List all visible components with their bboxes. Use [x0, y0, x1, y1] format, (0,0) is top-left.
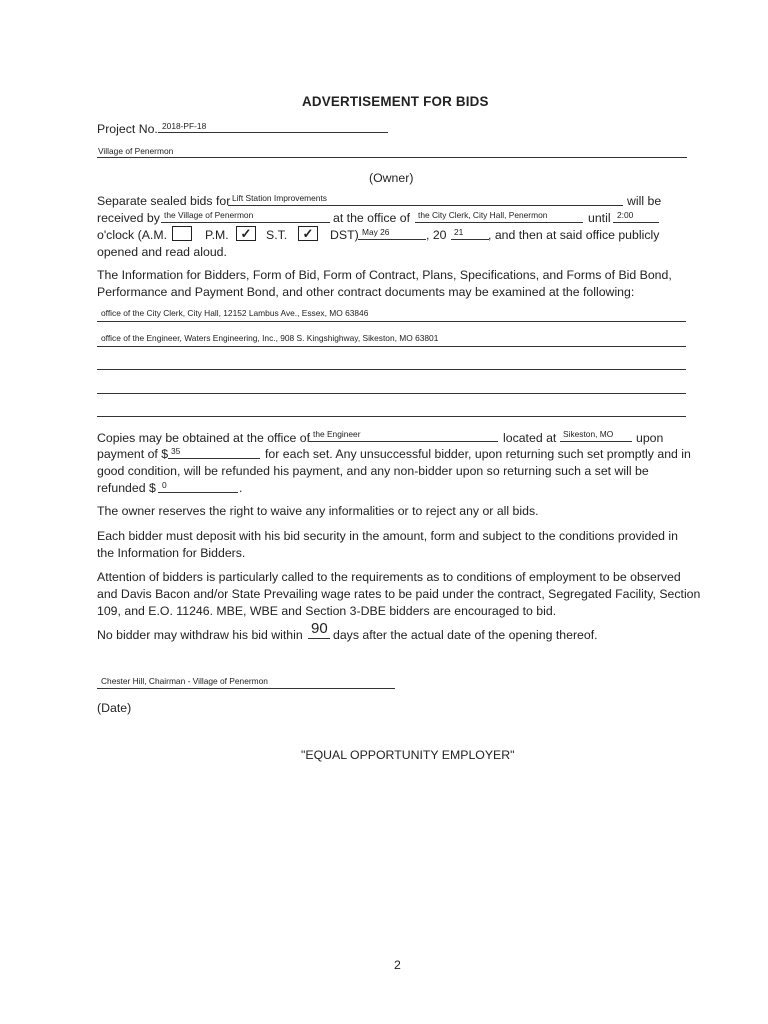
signature-line: [97, 688, 395, 689]
owner-name: Village of Penermon: [98, 146, 174, 156]
refund-amount-line: [158, 492, 238, 493]
owner-line: [97, 157, 687, 158]
location-1: office of the City Clerk, City Hall, 12152 Lambus Ave., Essex, MO 63846: [101, 308, 369, 318]
office-line: [415, 222, 583, 223]
located-text: located at: [503, 431, 557, 445]
withdraw-text-2: days after the actual date of the opening thereof.: [333, 628, 598, 642]
reserve-text: The owner reserves the right to waive any informalities or to reject any or all bids.: [97, 504, 539, 518]
signature-name: Chester Hill, Chairman - Village of Penermon: [101, 676, 268, 686]
payment-amount: 35: [171, 446, 181, 456]
attention-line-2: and Davis Bacon and/or State Prevailing wage rates to be paid under the contract, Segregated Facility, Section: [97, 587, 701, 601]
received-by-text: received by: [97, 211, 160, 225]
bids-intro: Separate sealed bids for: [97, 194, 231, 208]
project-name: Lift Station Improvements: [232, 193, 327, 203]
until-text: until: [588, 211, 611, 225]
withdraw-days-line: [308, 638, 330, 639]
payment-text: payment of $: [97, 447, 169, 461]
withdraw-text: No bidder may withdraw his bid within: [97, 628, 303, 642]
owner-caption: (Owner): [369, 171, 414, 185]
payment-amount-line: [168, 458, 260, 459]
copies-location: Sikeston, MO: [563, 429, 614, 439]
deposit-line-1: Each bidder must deposit with his bid security in the amount, form and subject to the conditions provided in: [97, 529, 679, 543]
location-4-line: [97, 393, 686, 394]
then-text: , and then at said office publicly: [488, 228, 660, 242]
project-number-line: [158, 132, 388, 133]
pm-checkbox[interactable]: ✓: [236, 226, 256, 241]
each-set-text: for each set. Any unsuccessful bidder, upon returning such set promptly and in: [265, 447, 691, 461]
time-line: [613, 222, 659, 223]
attention-line-3: 109, and E.O. 11246. MBE, WBE and Section 3-DBE bidders are encouraged to bid.: [97, 604, 557, 618]
refund-period: .: [239, 481, 243, 495]
info-line-1: The Information for Bidders, Form of Bid, Form of Contract, Plans, Specifications, and Forms of Bid Bond,: [97, 268, 672, 282]
location-1-line: [97, 321, 686, 322]
equal-opportunity-employer: "EQUAL OPPORTUNITY EMPLOYER": [301, 748, 515, 762]
location-5-line: [97, 416, 686, 417]
copies-intro: Copies may be obtained at the office of: [97, 431, 311, 445]
page-number: 2: [394, 958, 401, 972]
st-checkbox[interactable]: ✓: [298, 226, 318, 241]
upon-text: upon: [636, 431, 664, 445]
pm-text: P.M.: [205, 228, 229, 242]
project-label: Project No.: [97, 122, 158, 136]
bid-year: 21: [454, 227, 464, 237]
deposit-line-2: the Information for Bidders.: [97, 546, 246, 560]
location-2-line: [97, 346, 686, 347]
project-number: 2018-PF-18: [162, 121, 207, 131]
attention-line-1: Attention of bidders is particularly called to the requirements as to conditions of employment to be observed: [97, 570, 681, 584]
document-title: ADVERTISEMENT FOR BIDS: [302, 94, 489, 109]
project-name-line: [228, 205, 623, 206]
info-line-2: Performance and Payment Bond, and other contract documents may be examined at the following:: [97, 285, 635, 299]
receiver-line: [161, 222, 330, 223]
opened-text: opened and read aloud.: [97, 245, 227, 259]
withdraw-days: 90: [311, 620, 328, 637]
copies-office-line: [309, 441, 498, 442]
bid-date: May 26: [362, 227, 390, 237]
receiver-name: the Village of Penermon: [164, 210, 254, 220]
office-name: the City Clerk, City Hall, Penermon: [418, 210, 548, 220]
bid-time: 2:00: [617, 210, 634, 220]
copies-line-3: good condition, will be refunded his payment, and any non-bidder upon so returning such a set will be: [97, 464, 649, 478]
year-prefix: , 20: [426, 228, 447, 242]
date-line: [358, 239, 426, 240]
oclock-am-text: o'clock (A.M.: [97, 228, 167, 242]
will-be-text: will be: [627, 194, 662, 208]
at-office-text: at the office of: [333, 211, 411, 225]
location-2: office of the Engineer, Waters Engineering, Inc., 908 S. Kingshighway, Sikeston, MO 63801: [101, 333, 439, 343]
location-3-line: [97, 369, 686, 370]
date-label: (Date): [97, 701, 132, 715]
refunded-text: refunded $: [97, 481, 156, 495]
refund-amount: 0: [162, 480, 167, 490]
am-checkbox[interactable]: [172, 226, 192, 241]
dst-text: DST): [330, 228, 359, 242]
copies-office: the Engineer: [313, 429, 361, 439]
copies-location-line: [560, 441, 632, 442]
st-text: S.T.: [266, 228, 288, 242]
year-line: [451, 239, 489, 240]
